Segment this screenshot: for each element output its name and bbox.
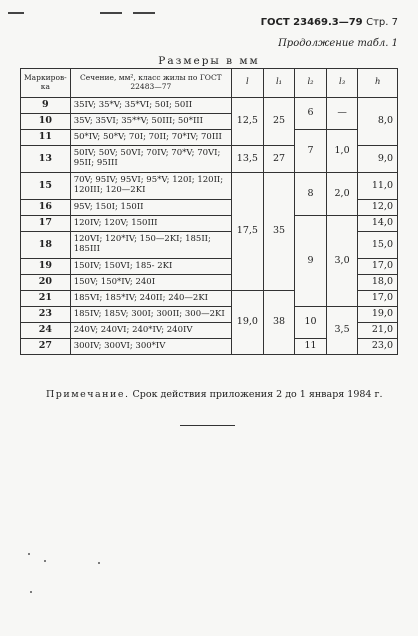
col-header-section: Сечение, мм², класс жилы по ГОСТ 22483—77 [70,69,231,98]
l-cell: 17,5 [231,173,263,291]
marking-cell: 27 [21,339,71,355]
l2-cell: 8 [295,173,326,216]
marking-cell: 24 [21,323,71,339]
section-cell: 95V; 150I; 150II [70,200,231,216]
table-row [21,98,398,114]
separator-line [180,425,235,426]
l1-cell: 27 [263,146,294,173]
note-text: Срок действия приложения 2 до 1 января 1984 г. [132,389,383,400]
col-header-marking: Маркиров-ка [21,69,71,98]
col-header-l: l [231,69,263,98]
section-cell: 120IV; 120V; 150III [70,216,231,232]
table-continuation-label: Продолжение табл. 1 [278,38,398,49]
col-header-l1: l₁ [263,69,294,98]
marking-cell: 10 [21,114,71,130]
l2-cell: 11 [295,339,326,355]
l-cell: 19,0 [231,291,263,355]
l2-cell: 6 [295,98,326,130]
marking-cell: 9 [21,98,71,114]
scan-speck [98,562,100,564]
h-cell: 23,0 [358,339,398,355]
l-cell: 13,5 [231,146,263,173]
marking-cell: 20 [21,275,71,291]
scan-mark [8,12,24,14]
section-cell: 185IV; 185V; 300I; 300II; 300—2KI [70,307,231,323]
section-cell: 35IV; 35*V; 35*VI; 50I; 50II [70,98,231,114]
marking-cell: 15 [21,173,71,200]
h-cell: 18,0 [358,275,398,291]
col-header-h: h [358,69,398,98]
section-cell: 150IV; 150VI; 185- 2KI [70,259,231,275]
scan-speck [28,553,30,555]
marking-cell: 21 [21,291,71,307]
l3-cell: 3,0 [326,216,358,307]
marking-cell: 19 [21,259,71,275]
h-cell: 8,0 [358,98,398,146]
h-cell: 19,0 [358,307,398,323]
h-cell: 12,0 [358,200,398,216]
page-header [261,17,398,28]
l2-cell: 10 [295,307,326,339]
scan-speck [44,560,46,562]
l3-cell: 1,0 [326,130,358,173]
h-cell: 21,0 [358,323,398,339]
section-cell: 120VI; 120*IV; 150—2KI; 185II; 185III [70,232,231,259]
l-cell: 12,5 [231,98,263,146]
marking-cell: 16 [21,200,71,216]
marking-cell: 11 [21,130,71,146]
table-header-row [21,69,398,98]
table-row [21,307,398,323]
l2-cell: 7 [295,130,326,173]
h-cell: 9,0 [358,146,398,173]
marking-cell: 23 [21,307,71,323]
section-cell: 185VI; 185*IV; 240II; 240—2KI [70,291,231,307]
l1-cell: 25 [263,98,294,146]
marking-cell: 13 [21,146,71,173]
h-cell: 15,0 [358,232,398,259]
table-row [21,130,398,146]
l2-cell: 9 [295,216,326,307]
table-row [21,173,398,200]
col-header-l2: l₂ [295,69,326,98]
l3-cell: 3,5 [326,307,358,355]
l3-cell: — [326,98,358,130]
section-cell: 50IV; 50V; 50VI; 70IV; 70*V; 70VI; 95II; 95III [70,146,231,173]
section-cell: 35V; 35VI; 35**V; 50III; 50*III [70,114,231,130]
h-cell: 17,0 [358,291,398,307]
l3-cell: 2,0 [326,173,358,216]
section-cell: 50*IV; 50*V; 70I; 70II; 70*IV; 70III [70,130,231,146]
h-cell: 17,0 [358,259,398,275]
section-cell: 70V; 95IV; 95VI; 95*V; 120I; 120II; 120III; 120—2KI [70,173,231,200]
table-row [21,216,398,232]
scan-mark [100,12,122,14]
section-cell: 240V; 240VI; 240*IV; 240IV [70,323,231,339]
table-note [46,389,398,400]
col-header-l3: l₃ [326,69,358,98]
table-title: Размеры в мм [158,55,260,67]
h-cell: 14,0 [358,216,398,232]
dimensions-table [20,68,398,355]
scan-speck [30,591,32,593]
note-label: Примечание. [46,389,130,400]
l1-cell: 35 [263,173,294,291]
marking-cell: 18 [21,232,71,259]
standard-number: ГОСТ 23469.3—79 [260,17,363,28]
h-cell: 11,0 [358,173,398,200]
section-cell: 300IV; 300VI; 300*IV [70,339,231,355]
section-cell: 150V; 150*IV; 240I [70,275,231,291]
marking-cell: 17 [21,216,71,232]
page-number: Стр. 7 [366,17,398,28]
l1-cell: 38 [263,291,294,355]
scan-mark [133,12,155,14]
